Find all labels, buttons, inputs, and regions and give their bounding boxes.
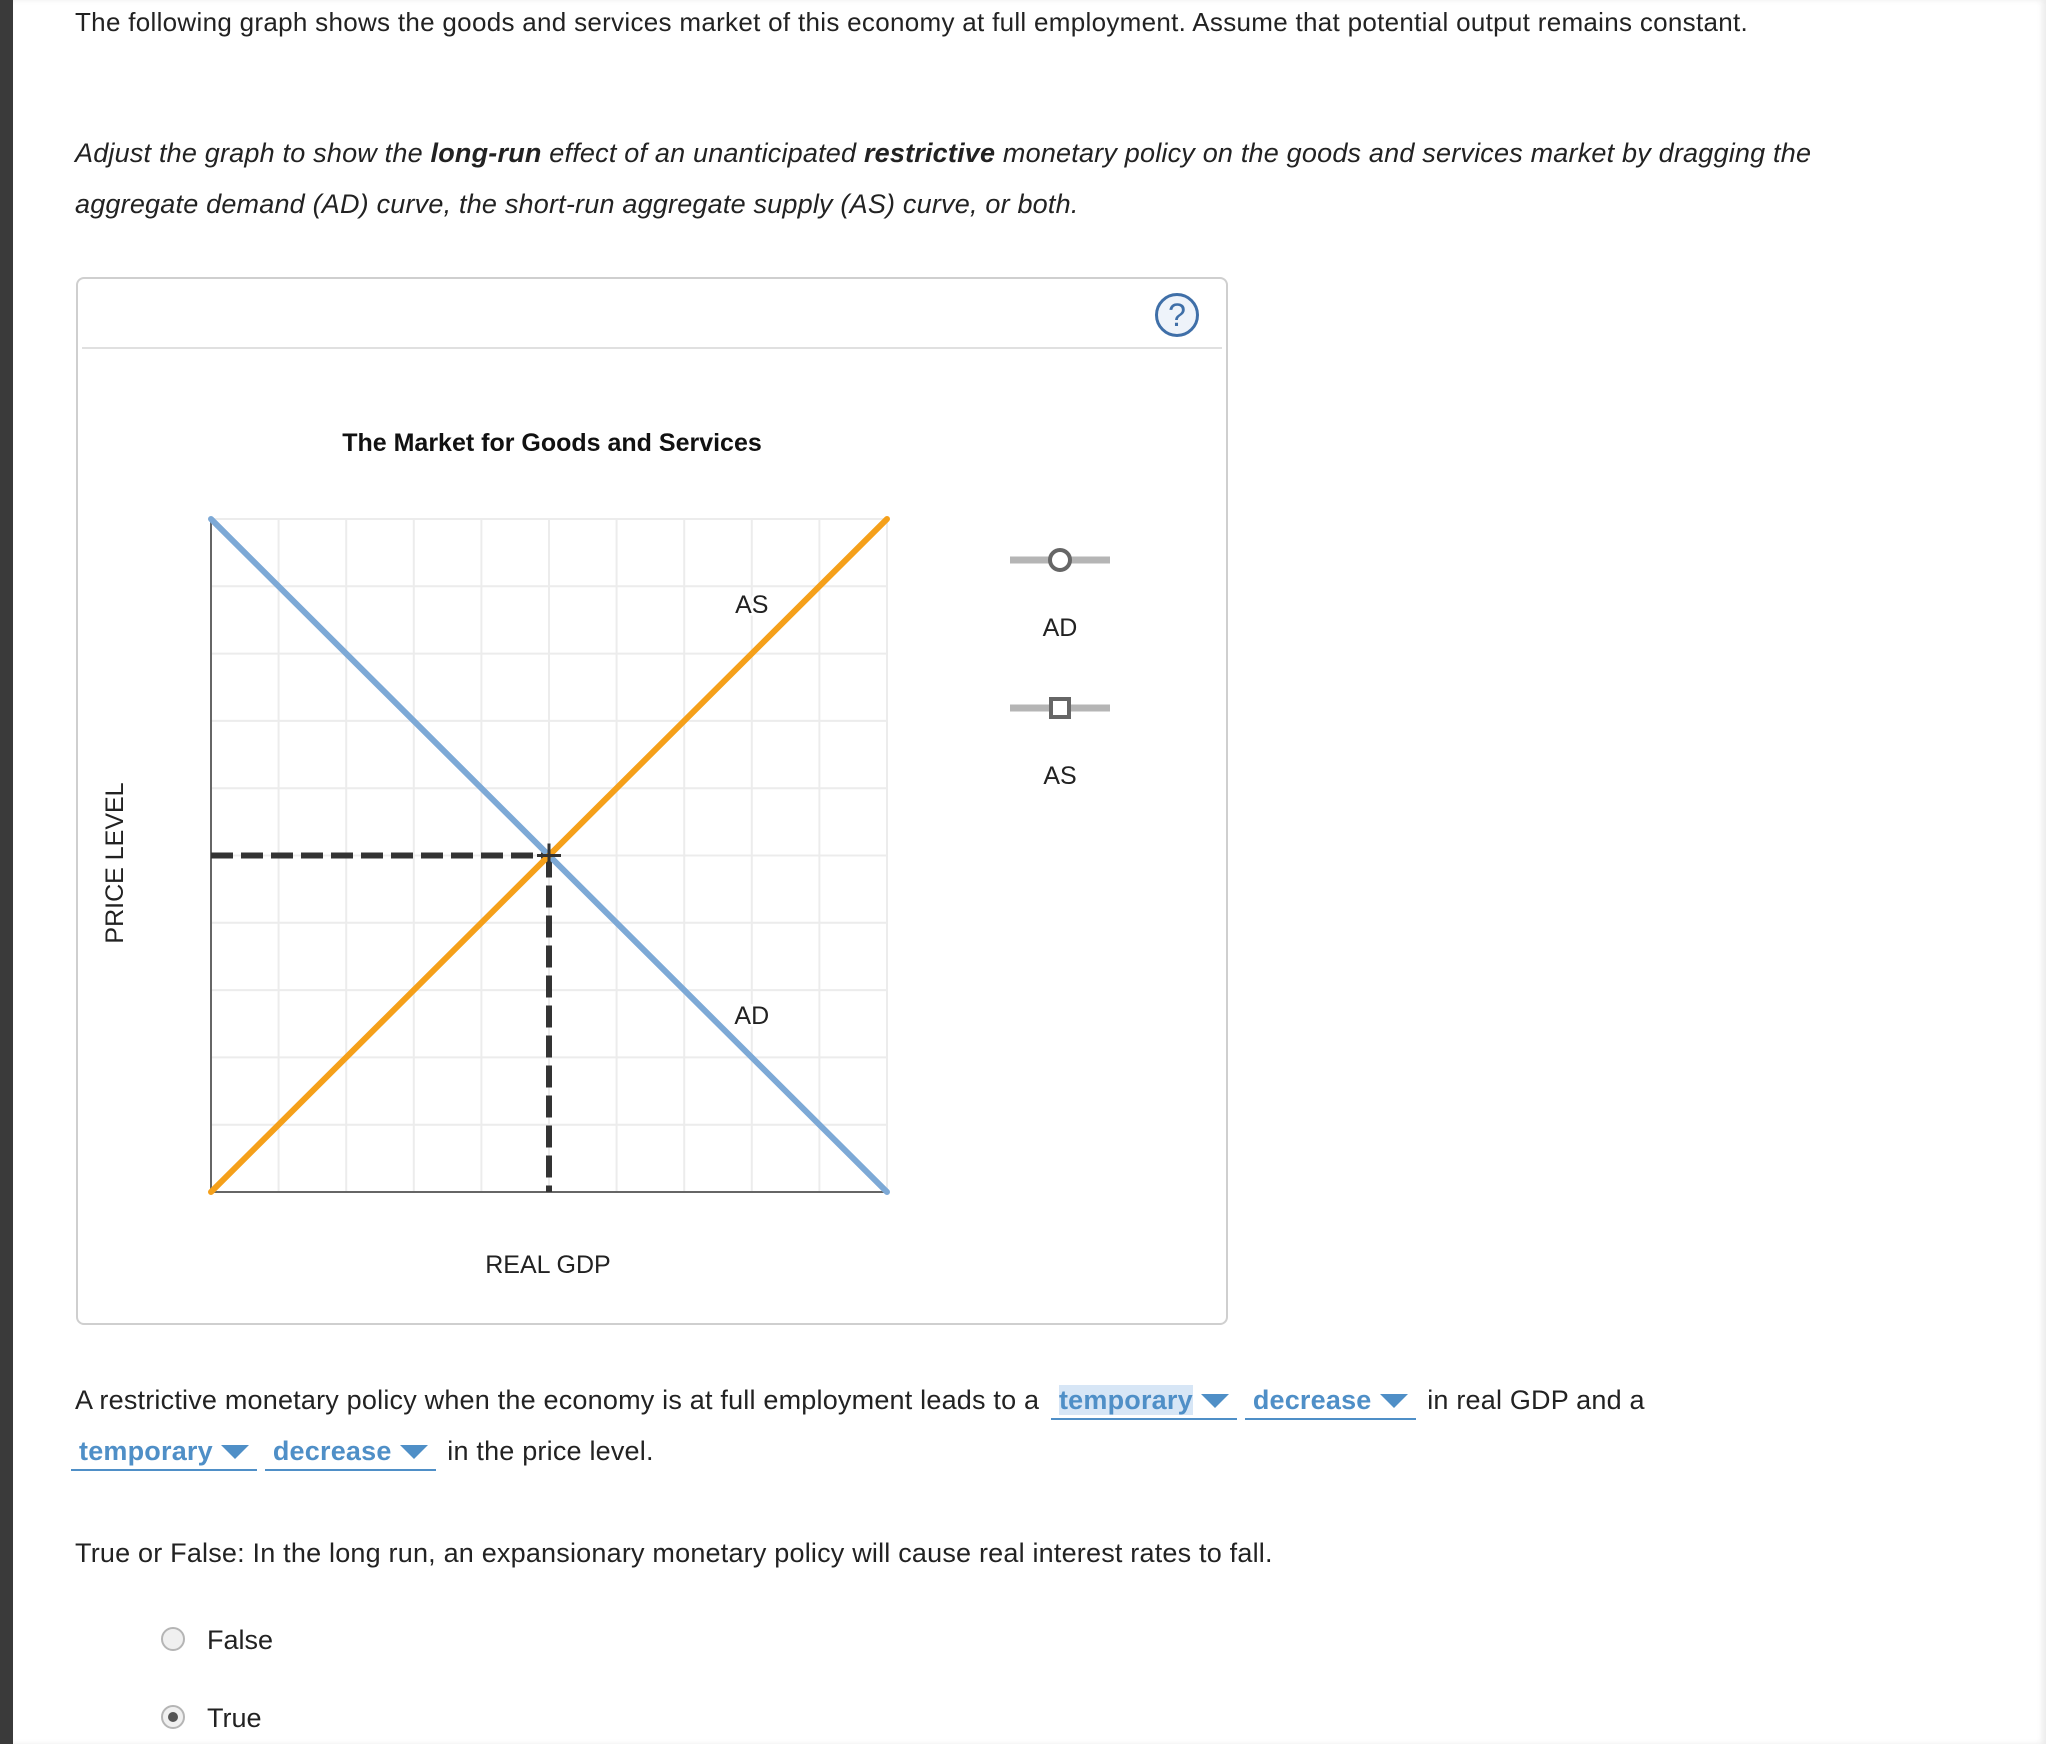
- chevron-down-icon: [1201, 1394, 1229, 1408]
- dropdown-duration-gdp-value: temporary: [1058, 1385, 1193, 1415]
- ad-curve-label: AD: [734, 1001, 770, 1030]
- legend-ad-circle-marker: [1050, 550, 1070, 570]
- intro-text: The following graph shows the goods and services market of this economy at full employment. Assume that potential output remains constant.: [75, 7, 1749, 37]
- q1-text-before: A restrictive monetary policy when the economy is at full employment leads to a: [75, 1385, 1040, 1415]
- dropdown-direction-price[interactable]: [265, 1433, 436, 1471]
- as-curve-label: AS: [735, 591, 769, 620]
- chart-title: The Market for Goods and Services: [342, 429, 762, 457]
- radio-option-true[interactable]: [161, 1700, 262, 1736]
- instruction-part2: effect of an unanticipated: [541, 138, 864, 168]
- dropdown-direction-price-value: decrease: [272, 1436, 392, 1466]
- legend-as-square-marker: [1051, 699, 1069, 717]
- radio-option-false[interactable]: [161, 1622, 273, 1658]
- instruction-line2: aggregate demand (AD) curve, the short-run aggregate supply (AS) curve, or both.: [75, 189, 1079, 219]
- graph-panel: [76, 277, 1228, 1325]
- help-button[interactable]: ?: [1155, 293, 1199, 337]
- q1-text-middle: in real GDP and a: [1427, 1385, 1645, 1415]
- instruction-text: [75, 128, 1811, 230]
- dropdown-direction-gdp[interactable]: [1245, 1382, 1416, 1420]
- q1-text-after: in the price level.: [447, 1436, 654, 1466]
- dropdown-direction-gdp-value: decrease: [1252, 1385, 1372, 1415]
- market-chart[interactable]: [78, 279, 1226, 1323]
- chevron-down-icon: [1380, 1394, 1408, 1408]
- instruction-part3: monetary policy on the goods and services market by dragging the: [995, 138, 1812, 168]
- legend-as-label: AS: [1043, 762, 1077, 790]
- page: [13, 0, 2046, 1744]
- instruction-bold-restrictive: restrictive: [863, 138, 996, 168]
- question1-line1: [75, 1382, 1645, 1420]
- x-axis-label: REAL GDP: [485, 1251, 611, 1279]
- radio-label-true: True: [207, 1703, 262, 1733]
- dropdown-duration-gdp[interactable]: [1051, 1382, 1237, 1420]
- radio-label-false: False: [207, 1625, 274, 1655]
- radio-button-false[interactable]: [161, 1627, 185, 1651]
- question1-line2: [67, 1433, 654, 1471]
- dropdown-duration-price-value: temporary: [79, 1436, 213, 1466]
- dropdown-duration-price[interactable]: [71, 1433, 257, 1471]
- y-axis-label: PRICE LEVEL: [101, 782, 129, 944]
- question2-prompt: True or False: In the long run, an expansionary monetary policy will cause real interest rates to fall.: [75, 1538, 1273, 1568]
- legend-ad-label: AD: [1042, 614, 1078, 642]
- instruction-part1: Adjust the graph to show the: [75, 138, 431, 168]
- chevron-down-icon: [221, 1445, 249, 1459]
- instruction-bold-long-run: long-run: [430, 138, 542, 168]
- radio-button-true[interactable]: [161, 1705, 185, 1729]
- chart-legend: [1010, 550, 1110, 790]
- chevron-down-icon: [400, 1445, 428, 1459]
